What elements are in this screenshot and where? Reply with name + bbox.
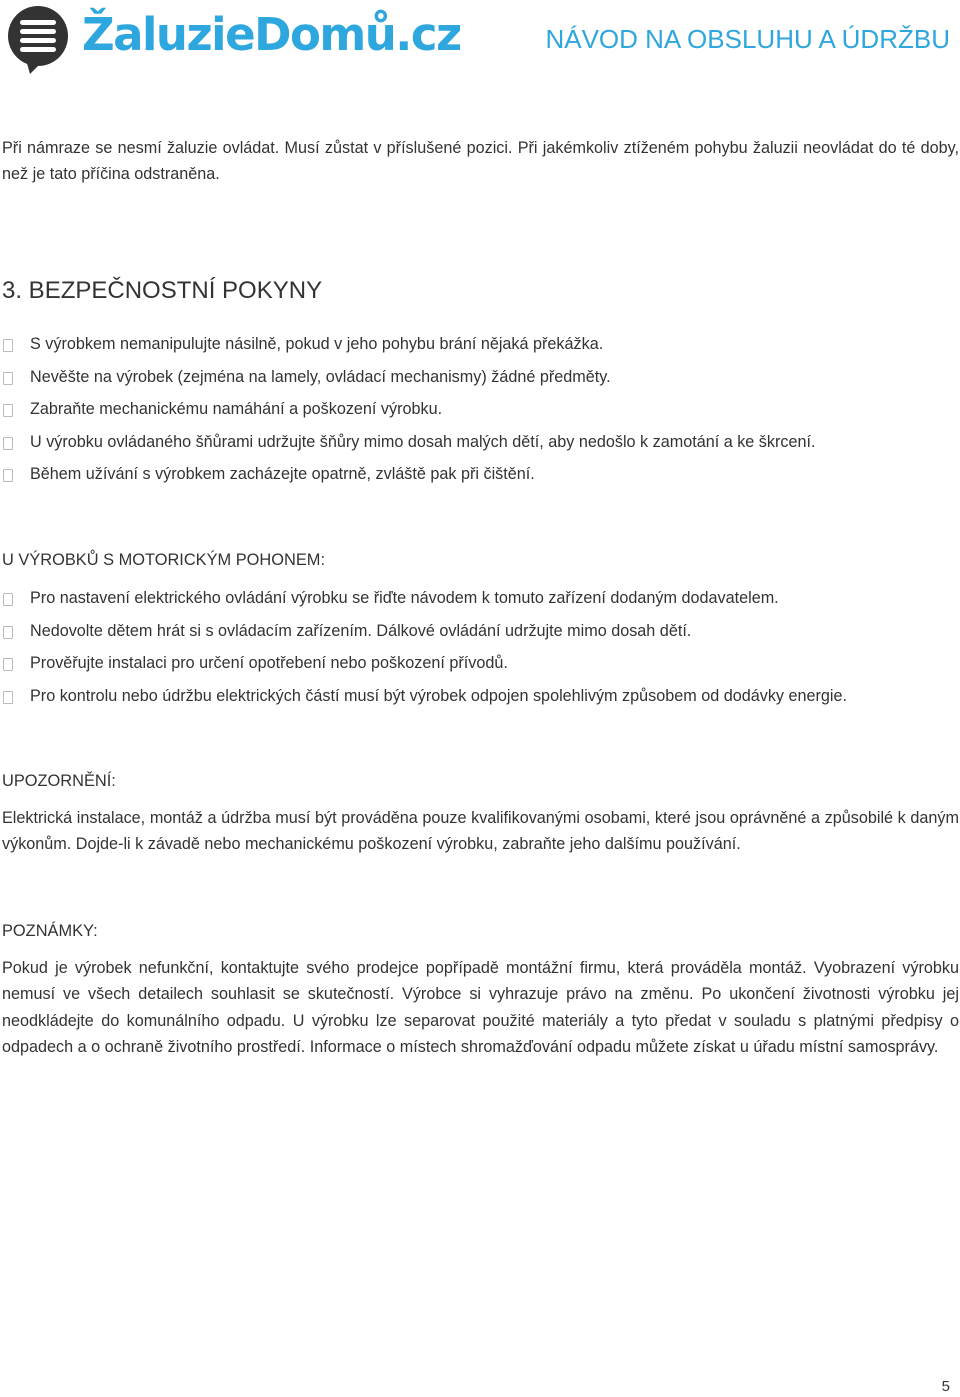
list-item-text: Zabraňte mechanickému namáhání a poškození výrobku. xyxy=(30,400,443,418)
notes-paragraph: Pokud je výrobek nefunkční, kontaktujte svého prodejce popřípadě montážní firmu, která prováděla montáž. Vyobrazení výrobku nemusí ve všech detailech souhlasit se skutečností. Výrobce si vyhrazuje právo na změnu. Po ukončení životnosti výrobku jej neodkládejte do komunálního odpadu. U výrobku lze separovat použité materiály a tyto předat v souladu s platnými předpisy o odpadech a o ochraně životního prostředí. Informace o místech shromažďování odpadu můžete získat u úřadu místní samosprávy. xyxy=(2,959,959,1057)
list-item-text: Pro kontrolu nebo údržbu elektrických částí musí být výrobek odpojen spolehlivým způsobem od dodávky energie. xyxy=(30,686,848,705)
list-item xyxy=(2,431,959,464)
list-item-text: Pro nastavení elektrického ovládání výrobku se řiďte návodem k tomuto zařízení dodaným dodavatelem. xyxy=(30,589,779,607)
list-item xyxy=(2,366,959,399)
motor-list xyxy=(2,587,959,717)
list-item xyxy=(2,620,959,653)
intro-paragraph: Při námraze se nesmí žaluzie ovládat. Musí zůstat v příslušené pozici. Při jakémkoliv ztíženém pohybu žaluzii neovládat do té doby, než je tato příčina odstraněna. xyxy=(2,139,959,184)
warning-section-title: UPOZORNĚNÍ: xyxy=(2,772,116,790)
list-item-text: Nedovolte dětem hrát si s ovládacím zařízením. Dálkové ovládání udržujte mimo dosah dětí. xyxy=(30,621,692,640)
list-item xyxy=(2,333,959,366)
bullet-box-icon xyxy=(3,593,13,606)
motor-section-title: U VÝROBKŮ S MOTORICKÝM POHONEM: xyxy=(2,551,325,569)
bullet-box-icon xyxy=(3,404,13,417)
bullet-box-icon xyxy=(3,658,13,671)
list-item-text: Prověřujte instalaci pro určení opotřebení nebo poškození přívodů. xyxy=(30,654,508,672)
page-header xyxy=(0,0,960,80)
list-item-text: Nevěšte na výrobek (zejména na lamely, ovládací mechanismy) žádné předměty. xyxy=(30,367,611,386)
list-item xyxy=(2,685,959,718)
blinds-logo-icon xyxy=(6,4,70,74)
safety-list xyxy=(2,333,959,496)
list-item-text: S výrobkem nemanipulujte násilně, pokud v jeho pohybu brání nějaká překážka. xyxy=(30,335,604,353)
document-title: NÁVOD NA OBSLUHU A ÚDRŽBU xyxy=(545,24,950,54)
bullet-box-icon xyxy=(3,437,13,450)
list-item xyxy=(2,398,959,431)
list-item xyxy=(2,463,959,496)
list-item-text: Během užívání s výrobkem zacházejte opatrně, zvláště pak při čištění. xyxy=(30,465,535,483)
bullet-box-icon xyxy=(3,339,13,352)
bullet-box-icon xyxy=(3,469,13,482)
list-item xyxy=(2,587,959,620)
safety-section-title: 3. BEZPEČNOSTNÍ POKYNY xyxy=(2,277,323,304)
warning-paragraph: Elektrická instalace, montáž a údržba musí být prováděna pouze kvalifikovanými osobami, které jsou oprávněné a způsobilé k daným výkonům. Dojde-li k závadě nebo mechanickému poškození výrobku, zabraňte jeho dalšímu používání. xyxy=(2,809,959,854)
brand-logo-text: ŽaluzieDomů.cz xyxy=(82,8,461,61)
bullet-box-icon xyxy=(3,372,13,385)
list-item-text: U výrobku ovládaného šňůrami udržujte šňůry mimo dosah malých dětí, aby nedošlo k zamotání a ke škrcení. xyxy=(30,432,816,451)
bullet-box-icon xyxy=(3,626,13,639)
list-item xyxy=(2,652,959,685)
bullet-box-icon xyxy=(3,691,13,704)
notes-section-title: POZNÁMKY: xyxy=(2,922,98,940)
page-number: 5 xyxy=(941,1378,950,1395)
